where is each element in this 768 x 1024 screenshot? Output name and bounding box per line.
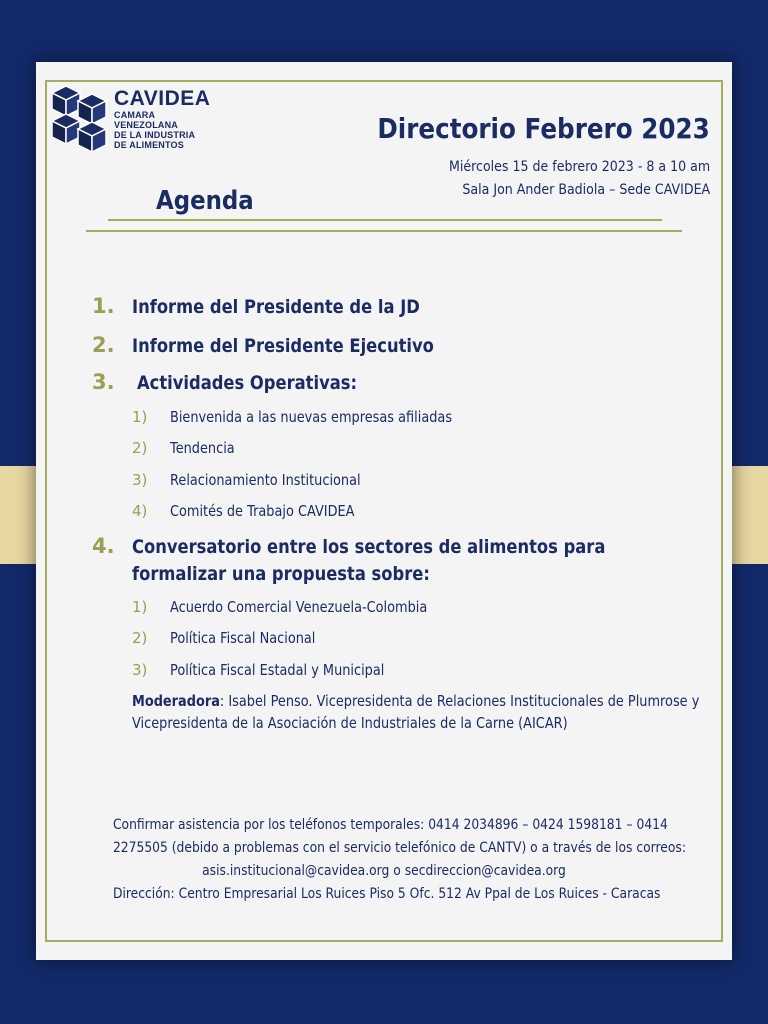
page-title: Directorio Febrero 2023 <box>377 112 710 145</box>
item-number: 2. <box>92 333 115 357</box>
agenda-card <box>36 62 732 960</box>
footer-line: Confirmar asistencia por los teléfonos temporales: 0414 2034896 – 0424 1598181 – 0414 <box>112 817 668 833</box>
moderator-note <box>132 690 710 734</box>
sub-item-text: Comités de Trabajo CAVIDEA <box>170 502 355 520</box>
item-text: Informe del Presidente Ejecutivo <box>132 335 434 357</box>
event-details <box>449 156 710 202</box>
sub-item <box>132 471 392 489</box>
sub-item <box>132 661 419 679</box>
sub-item <box>132 598 469 616</box>
sub-item-number: 3) <box>132 471 148 489</box>
sub-item-text: Relacionamiento Institucional <box>170 471 361 489</box>
agenda-heading: Agenda <box>156 186 254 216</box>
sub-item <box>132 629 339 647</box>
sub-item-number: 4) <box>132 502 148 520</box>
logo-brand: CAVIDEA <box>114 87 211 110</box>
logo-line: CAMARA <box>114 110 156 120</box>
moderator-text: : Isabel Penso. Vicepresidenta de Relaciones Institucionales de Plumrose y Vicepresidenta de la Asociación de Industriales de la Carne (AICAR) <box>132 692 700 732</box>
item-number: 3. <box>92 370 115 394</box>
footer-emails[interactable]: asis.institucional@cavidea.org o secdireccion@cavidea.org <box>202 863 566 879</box>
cavidea-logo <box>52 80 222 158</box>
sub-item-number: 1) <box>132 408 148 426</box>
sub-item-text: Acuerdo Comercial Venezuela-Colombia <box>170 598 428 616</box>
sub-item-text: Política Fiscal Nacional <box>170 629 316 647</box>
agenda-item <box>92 294 467 318</box>
item-text: Informe del Presidente de la JD <box>132 296 420 318</box>
footer-contact <box>76 814 692 906</box>
item-text: Actividades Operativas: <box>137 372 358 394</box>
sub-item <box>132 502 385 520</box>
item-number: 1. <box>92 294 115 318</box>
sub-item-number: 1) <box>132 598 148 616</box>
logo-line: DE ALIMENTOS <box>114 140 184 150</box>
event-place: Sala Jon Ander Badiola – Sede CAVIDEA <box>462 182 710 198</box>
item-number: 4. <box>92 534 115 558</box>
logo-line: DE LA INDUSTRIA <box>114 130 196 140</box>
footer-address: Dirección: Centro Empresarial Los Ruices Piso 5 Ofc. 512 Av Ppal de Los Ruices - Caracas <box>112 886 661 902</box>
agenda-item <box>92 370 393 394</box>
sub-item <box>132 439 245 457</box>
logo-line: VENEZOLANA <box>114 120 179 130</box>
sub-item-text: Bienvenida a las nuevas empresas afiliadas <box>170 408 453 426</box>
event-date: Miércoles 15 de febrero 2023 - 8 a 10 am <box>448 159 710 175</box>
item-text: Conversatorio entre los sectores de alimentos para formalizar una propuesta sobre: <box>132 536 606 585</box>
sub-item-text: Tendencia <box>170 439 235 457</box>
sub-item-number: 2) <box>132 439 148 457</box>
divider <box>86 230 682 232</box>
sub-item-number: 2) <box>132 629 148 647</box>
footer-line: 2275505 (debido a problemas con el servicio telefónico de CANTV) o a través de los correos: <box>112 840 686 856</box>
sub-item <box>132 408 498 426</box>
sub-item-text: Política Fiscal Estadal y Municipal <box>170 661 385 679</box>
cubes-icon <box>52 84 108 160</box>
sub-item-number: 3) <box>132 661 148 679</box>
moderator-label: Moderadora <box>132 692 220 710</box>
agenda-item <box>92 333 483 357</box>
divider <box>108 219 662 221</box>
agenda-item <box>92 534 132 558</box>
